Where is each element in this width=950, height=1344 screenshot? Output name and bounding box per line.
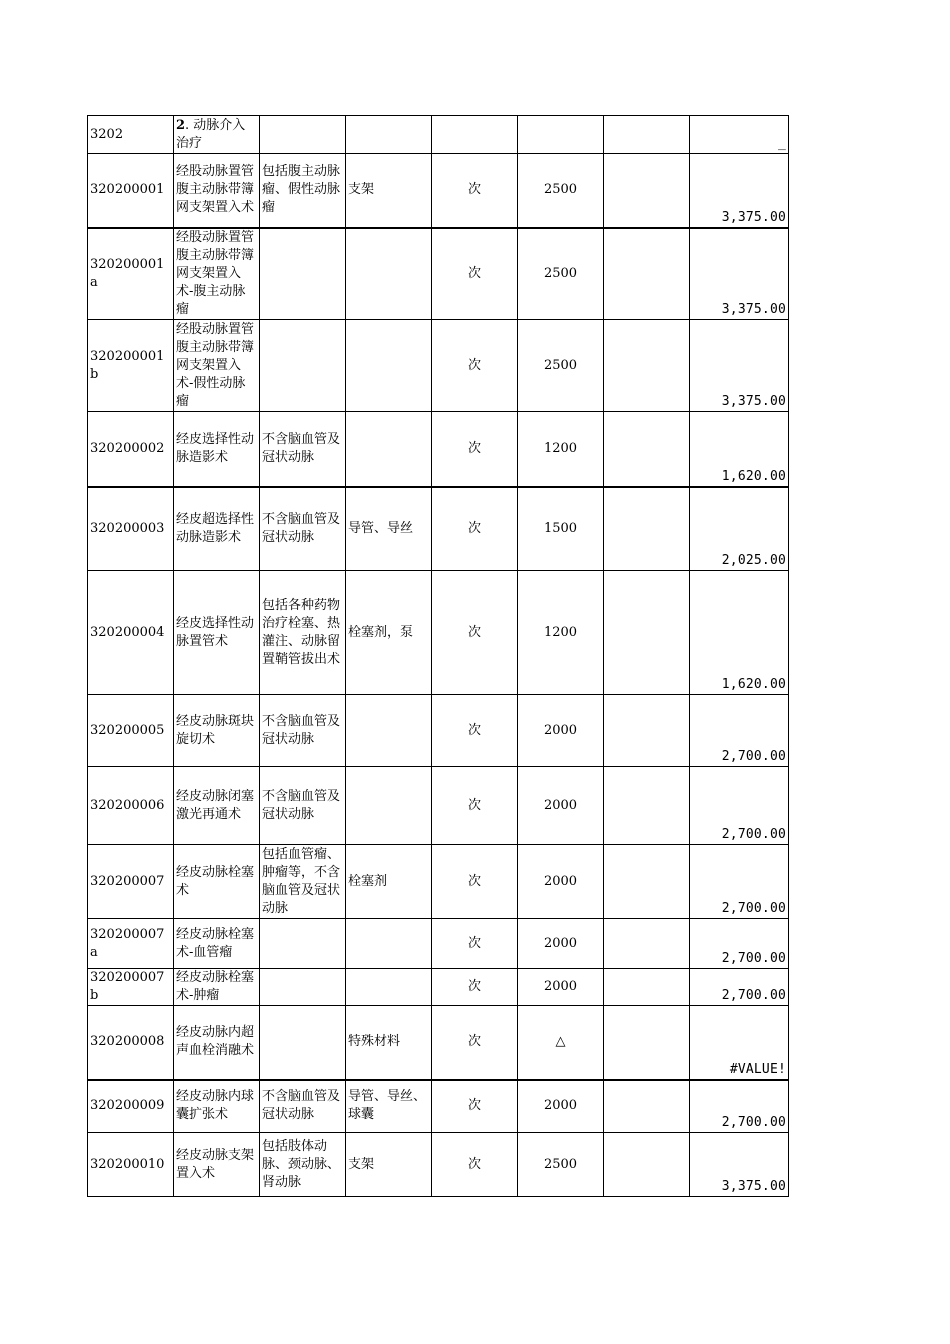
fee-table <box>87 115 789 1197</box>
item-content-cell: 包括肢体动脉、颈动脉、肾动脉 <box>260 1133 346 1197</box>
item-name-cell: 经股动脉置管腹主动脉带簿网支架置入术-腹主动脉瘤 <box>174 228 260 320</box>
unit-cell: 次 <box>432 228 518 320</box>
item-content-cell <box>260 919 346 969</box>
fee-cell: 2,700.00 <box>690 695 789 767</box>
item-name-cell: 经皮动脉内超声血栓消融术 <box>174 1006 260 1080</box>
table-body <box>88 116 789 1197</box>
item-code-cell: 320200001b <box>88 320 174 412</box>
section-title: . 动脉介入治疗 <box>176 117 246 151</box>
price-cell: 2000 <box>518 845 604 919</box>
except-content-cell: 栓塞剂，泵 <box>346 571 432 695</box>
fee-cell: 2,700.00 <box>690 969 789 1006</box>
note-cell <box>604 320 690 412</box>
fee-cell: 2,700.00 <box>690 919 789 969</box>
price-cell: 2000 <box>518 1080 604 1133</box>
fee-cell: #VALUE! <box>690 1006 789 1080</box>
price-cell: 2000 <box>518 919 604 969</box>
table-row <box>88 228 789 320</box>
item-content-cell <box>260 116 346 154</box>
fee-cell: 2,025.00 <box>690 487 789 571</box>
item-name-cell: 经股动脉置管腹主动脉带簿网支架置入术-假性动脉瘤 <box>174 320 260 412</box>
fee-cell: 2,700.00 <box>690 767 789 845</box>
unit-cell: 次 <box>432 412 518 487</box>
fee-cell: 3,375.00 <box>690 154 789 228</box>
except-content-cell <box>346 320 432 412</box>
except-content-cell: 特殊材料 <box>346 1006 432 1080</box>
table-row <box>88 767 789 845</box>
note-cell <box>604 116 690 154</box>
item-content-cell <box>260 228 346 320</box>
price-cell: 2500 <box>518 154 604 228</box>
item-name-cell: 经皮选择性动脉置管术 <box>174 571 260 695</box>
price-cell: 1200 <box>518 571 604 695</box>
table-row <box>88 919 789 969</box>
item-content-cell: 不含脑血管及冠状动脉 <box>260 767 346 845</box>
price-cell: 2500 <box>518 320 604 412</box>
except-content-cell: 支架 <box>346 1133 432 1197</box>
note-cell <box>604 228 690 320</box>
item-name-cell: 经皮动脉支架置入术 <box>174 1133 260 1197</box>
unit-cell: 次 <box>432 154 518 228</box>
item-code-cell: 320200007 <box>88 845 174 919</box>
note-cell <box>604 1080 690 1133</box>
table-row <box>88 154 789 228</box>
table-row <box>88 1006 789 1080</box>
except-content-cell <box>346 228 432 320</box>
price-cell: 2000 <box>518 695 604 767</box>
item-code-cell: 320200005 <box>88 695 174 767</box>
price-cell: 2000 <box>518 969 604 1006</box>
fee-cell: 3,375.00 <box>690 228 789 320</box>
except-content-cell <box>346 412 432 487</box>
item-code-cell: 320200006 <box>88 767 174 845</box>
item-code-cell: 320200010 <box>88 1133 174 1197</box>
unit-cell: 次 <box>432 320 518 412</box>
unit-cell: 次 <box>432 487 518 571</box>
item-code-cell: 3202 <box>88 116 174 154</box>
unit-cell: 次 <box>432 969 518 1006</box>
table-row <box>88 487 789 571</box>
unit-cell: 次 <box>432 1006 518 1080</box>
item-content-cell: 不含脑血管及冠状动脉 <box>260 412 346 487</box>
item-content-cell <box>260 969 346 1006</box>
item-content-cell: 包括腹主动脉瘤、假性动脉瘤 <box>260 154 346 228</box>
table-row <box>88 412 789 487</box>
table-row <box>88 116 789 154</box>
item-content-cell <box>260 320 346 412</box>
item-name-cell <box>174 116 260 154</box>
price-cell <box>518 116 604 154</box>
fee-cell: 1,620.00 <box>690 412 789 487</box>
item-name-cell: 经股动脉置管腹主动脉带簿网支架置入术 <box>174 154 260 228</box>
unit-cell <box>432 116 518 154</box>
except-content-cell <box>346 695 432 767</box>
item-code-cell: 320200004 <box>88 571 174 695</box>
item-code-cell: 320200007a <box>88 919 174 969</box>
item-name-cell: 经皮动脉斑块旋切术 <box>174 695 260 767</box>
except-content-cell: 栓塞剂 <box>346 845 432 919</box>
unit-cell: 次 <box>432 767 518 845</box>
except-content-cell <box>346 969 432 1006</box>
fee-cell: 2,700.00 <box>690 1080 789 1133</box>
price-cell: 1500 <box>518 487 604 571</box>
table-row <box>88 320 789 412</box>
item-code-cell: 320200001 <box>88 154 174 228</box>
item-name-cell: 经皮动脉栓塞术-肿瘤 <box>174 969 260 1006</box>
except-content-cell <box>346 919 432 969</box>
table-row <box>88 695 789 767</box>
unit-cell: 次 <box>432 695 518 767</box>
note-cell <box>604 154 690 228</box>
note-cell <box>604 845 690 919</box>
table-row <box>88 571 789 695</box>
item-content-cell: 不含脑血管及冠状动脉 <box>260 487 346 571</box>
except-content-cell <box>346 767 432 845</box>
note-cell <box>604 969 690 1006</box>
except-content-cell: 支架 <box>346 154 432 228</box>
unit-cell: 次 <box>432 1080 518 1133</box>
fee-cell: 3,375.00 <box>690 1133 789 1197</box>
note-cell <box>604 767 690 845</box>
price-cell: 2000 <box>518 767 604 845</box>
fee-cell: _ <box>690 116 789 154</box>
except-content-cell <box>346 116 432 154</box>
item-code-cell: 320200008 <box>88 1006 174 1080</box>
section-number: 2 <box>176 117 186 133</box>
item-name-cell: 经皮选择性动脉造影术 <box>174 412 260 487</box>
note-cell <box>604 1006 690 1080</box>
item-code-cell: 320200001a <box>88 228 174 320</box>
item-content-cell: 不含脑血管及冠状动脉 <box>260 1080 346 1133</box>
item-content-cell: 包括血管瘤、肿瘤等，不含脑血管及冠状动脉 <box>260 845 346 919</box>
item-content-cell <box>260 1006 346 1080</box>
unit-cell: 次 <box>432 571 518 695</box>
price-cell: 2500 <box>518 1133 604 1197</box>
except-content-cell: 导管、导丝、球囊 <box>346 1080 432 1133</box>
fee-cell: 3,375.00 <box>690 320 789 412</box>
note-cell <box>604 571 690 695</box>
fee-cell: 1,620.00 <box>690 571 789 695</box>
unit-cell: 次 <box>432 845 518 919</box>
note-cell <box>604 412 690 487</box>
price-cell: △ <box>518 1006 604 1080</box>
item-code-cell: 320200009 <box>88 1080 174 1133</box>
note-cell <box>604 695 690 767</box>
item-code-cell: 320200002 <box>88 412 174 487</box>
table-row <box>88 1133 789 1197</box>
table-row <box>88 845 789 919</box>
unit-cell: 次 <box>432 919 518 969</box>
item-code-cell: 320200007b <box>88 969 174 1006</box>
unit-cell: 次 <box>432 1133 518 1197</box>
note-cell <box>604 487 690 571</box>
price-cell: 1200 <box>518 412 604 487</box>
item-content-cell: 包括各种药物治疗栓塞、热灌注、动脉留置鞘管拔出术 <box>260 571 346 695</box>
note-cell <box>604 919 690 969</box>
item-content-cell: 不含脑血管及冠状动脉 <box>260 695 346 767</box>
table-row <box>88 969 789 1006</box>
item-name-cell: 经皮动脉栓塞术 <box>174 845 260 919</box>
price-cell: 2500 <box>518 228 604 320</box>
table-row <box>88 1080 789 1133</box>
note-cell <box>604 1133 690 1197</box>
item-name-cell: 经皮超选择性动脉造影术 <box>174 487 260 571</box>
item-name-cell: 经皮动脉内球囊扩张术 <box>174 1080 260 1133</box>
item-name-cell: 经皮动脉栓塞术-血管瘤 <box>174 919 260 969</box>
except-content-cell: 导管、导丝 <box>346 487 432 571</box>
fee-cell: 2,700.00 <box>690 845 789 919</box>
item-code-cell: 320200003 <box>88 487 174 571</box>
item-name-cell: 经皮动脉闭塞激光再通术 <box>174 767 260 845</box>
